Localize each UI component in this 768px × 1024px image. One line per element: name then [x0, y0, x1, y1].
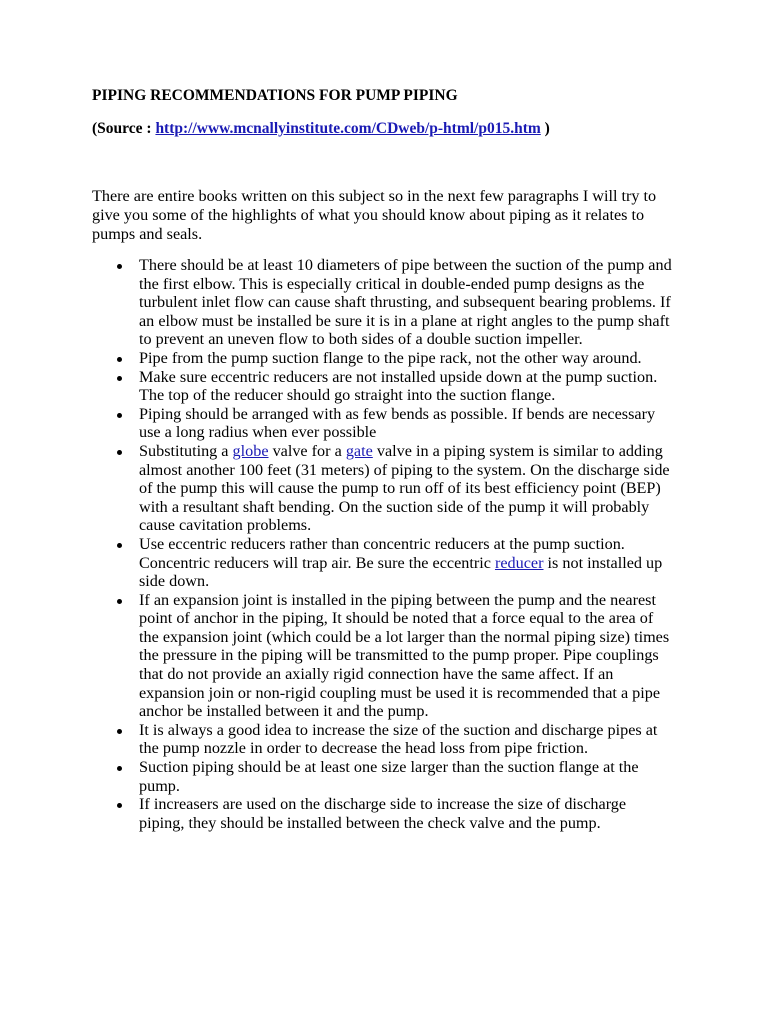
document-page	[92, 86, 692, 832]
reducer-link[interactable]: reducer	[494, 553, 544, 572]
gate-valve-link[interactable]: gate	[345, 441, 373, 460]
list-item	[92, 795, 672, 832]
list-item-text-part: Use eccentric reducers rather than concentric reducers at the pump suction. Concentric reducers will trap air. Be sure the eccentric	[139, 534, 625, 572]
list-item	[92, 256, 672, 349]
globe-valve-link[interactable]: globe	[232, 441, 269, 460]
bullet-icon	[117, 376, 122, 381]
list-item	[92, 535, 672, 591]
list-item-text: Piping should be arranged with as few bends as possible. If bends are necessary use a long radius when ever possible	[139, 404, 656, 442]
bullet-icon	[117, 729, 122, 734]
bullet-icon	[117, 599, 122, 604]
recommendations-list	[92, 256, 672, 832]
bullet-icon	[117, 357, 122, 362]
list-item	[92, 368, 672, 405]
bullet-icon	[117, 450, 122, 455]
bullet-icon	[117, 413, 122, 418]
list-item-text: Pipe from the pump suction flange to the pipe rack, not the other way around.	[139, 348, 642, 367]
bullet-icon	[117, 803, 122, 808]
list-item	[92, 591, 672, 721]
list-item-text: Suction piping should be at least one size larger than the suction flange at the pump.	[139, 758, 639, 795]
list-item-text: It is always a good idea to increase the size of the suction and discharge pipes at the pump nozzle in order to decrease the head loss from pipe friction.	[139, 720, 658, 758]
list-item-text: Make sure eccentric reducers are not installed upside down at the pump suction. The top of the reducer should go straight into the suction flange.	[139, 367, 658, 405]
list-item	[92, 758, 672, 795]
bullet-icon	[117, 543, 122, 548]
list-item	[92, 721, 672, 758]
source-line	[92, 119, 692, 139]
bullet-icon	[117, 264, 122, 269]
list-item-text-part: valve in a piping system is similar to adding almost another 100 feet (31 meters) of piping to the system. On the discharge side of the pump this will cause the pump to run off of its best efficiency point (BEP) with a resultant shaft bending. On the suction side of the pump it will probably cause cavitation problems.	[139, 441, 670, 535]
list-item-text-part: Substituting a	[139, 441, 233, 460]
list-item-text: There should be at least 10 diameters of pipe between the suction of the pump and the first elbow. This is especially critical in double-ended pump designs as the turbulent inlet flow can cause shaft thrusting, and subsequent bearing problems. If an elbow must be installed be sure it is in a plane at right angles to the pump shaft to prevent an uneven flow to both sides of a double suction impeller.	[139, 256, 672, 349]
list-item-text: If an expansion joint is installed in the piping between the pump and the nearest point of anchor in the piping, It should be noted that a force equal to the area of the expansion joint (which could be a lot larger than the normal piping size) times the pressure in the piping will be transmitted to the pump proper. Pipe couplings that do not provide an axially rigid connection have the same affect. If an expansion join or non-rigid coupling must be used it is recommended that a pipe anchor be installed between it and the pump.	[139, 590, 670, 721]
list-item	[92, 442, 672, 535]
source-link[interactable]: http://www.mcnallyinstitute.com/CDweb/p-html/p015.htm	[155, 120, 541, 137]
list-item-text-part: is not installed up side down.	[139, 553, 663, 591]
list-item-text: If increasers are used on the discharge side to increase the size of discharge piping, they should be installed between the check valve and the pump.	[139, 795, 627, 832]
source-prefix: (Source :	[92, 120, 156, 137]
intro-paragraph: There are entire books written on this subject so in the next few paragraphs I will try to give you some of the highlights of what you should know about piping as it relates to pumps and seals.	[92, 187, 657, 243]
document-title: PIPING RECOMMENDATIONS FOR PUMP PIPING	[92, 87, 458, 104]
list-item	[92, 405, 672, 442]
list-item	[92, 349, 672, 368]
list-item-text-part: valve for a	[268, 441, 346, 460]
bullet-icon	[117, 766, 122, 771]
source-suffix: )	[540, 120, 550, 137]
